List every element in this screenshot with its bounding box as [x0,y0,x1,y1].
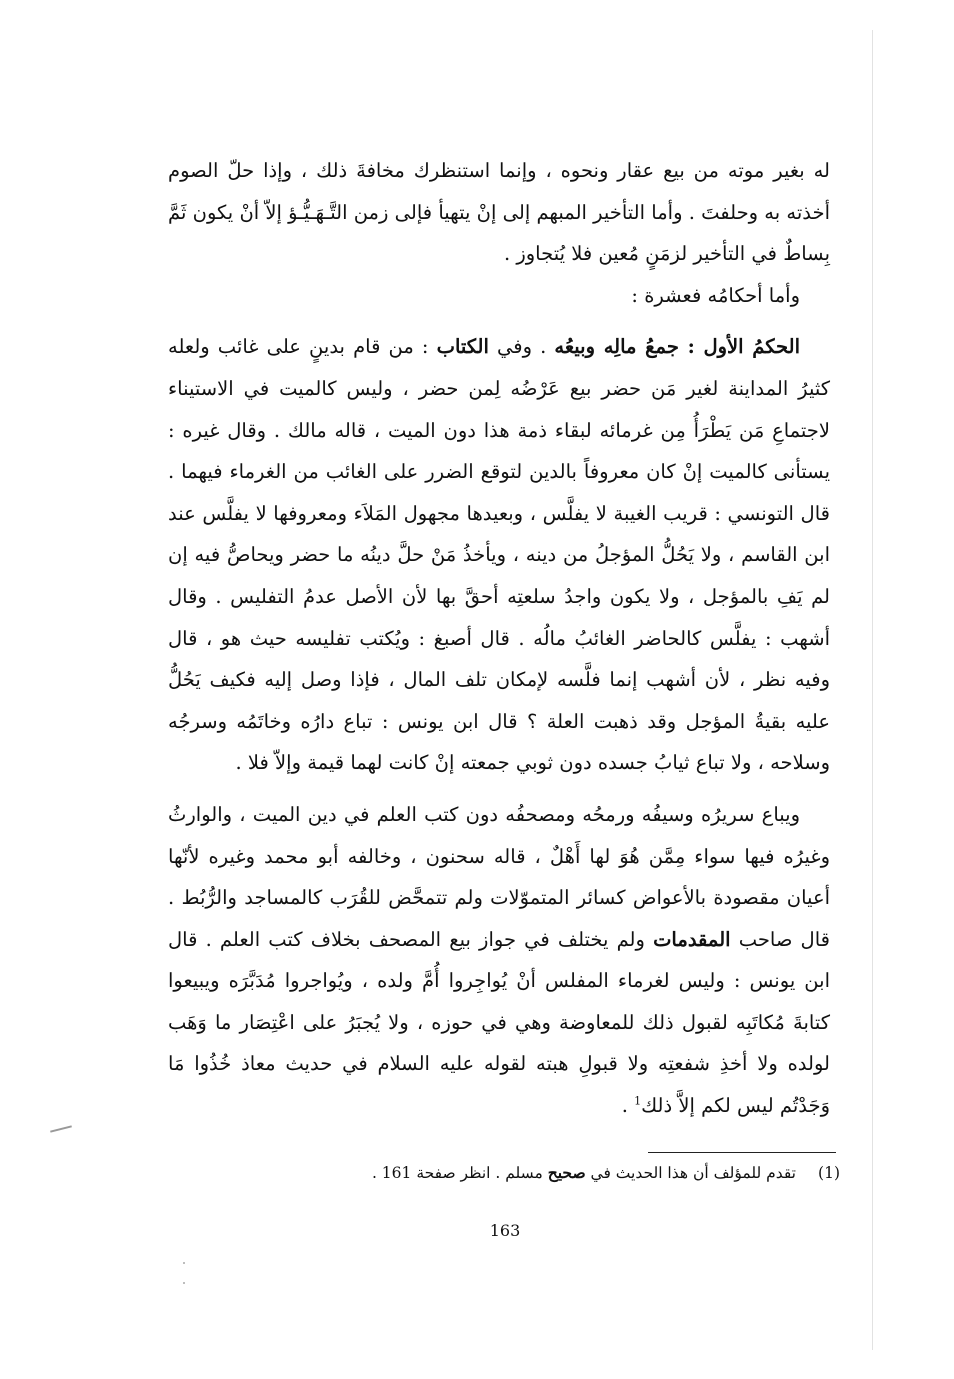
book-reference: الكتاب [436,335,489,359]
paragraph-4-text-b: ولم يختلف في جواز بيع المصحف بخلاف كتب العلم . قال ابن يونس : وليس لغرماء المفلس أنْ يُواجِروا أُمَّ ولده ، ويُواجروا مُدَبَّرَه ويبيعوا كتابةَ مُكاتَبِه لقبول ذلك للمعاوضة وهي في حوزه ، ولا يُجبَرُ على اعْتِصَار ما وَهَب لولده ولا أخذِ شفعتِه ولا قبولِ هبته لقوله عليه السلام في حديث معاذ خُذُوا مَا وَجَدْتُم ليس لكم إلاَّ ذلك [168,927,830,1118]
footnote-text-b: مسلم . انظر صفحة 161 . [371,1164,548,1182]
paragraph-3-text-a: . وفي [488,335,555,359]
paragraph-2 [168,275,830,317]
footnote-sahih: صحيح [547,1163,586,1182]
paragraph-4-text-a: ويباع سريرُه وسيفُه ورمحُه ومصحفُه دون كتب العلم في دين الميت ، والوارثُ وغيرُه فيها سواء مِمَّن هُوَ لها أَهْلٌ ، قاله سحنون ، وخالفه أبو محمد وغيره لأنّها أعيان مقصودة بالأعواض كسائر المتموّلات ولم تتمحَّض للقُرَب كالمساجد والرُّبُط . قال صاحب [168,802,830,951]
paragraph-2-text: وأما أحكامُه فعشرة : [631,283,800,307]
page-number: 163 [489,1221,521,1240]
scan-artifact-dot [183,1262,185,1264]
main-text-block [168,150,830,1127]
paragraph-1 [168,150,830,275]
paragraph-1-text: له بغير موته من بيع عقار ونحوه ، وإنما استنظرك مخافةَ ذلك ، وإذا حلّ الصوم أخذته به وحلفتَ . وأما التأخير المبهم إلى إنْ يتهيأ فإلى زمن التَّـهَـيُّـؤ إلاّ أنْ يكون ثَمَّ بِساطٌ في التأخير لزمَنٍ مُعين فلا يُتجاوز . [168,159,830,266]
footnote-marker: 1 [634,1094,642,1108]
ruling-heading: الحكمُ الأول : جمعُ مالِه وبيعُه [554,335,800,359]
page-edge-line [872,30,873,1350]
footnote [168,1160,840,1186]
footnote-text-a: تقدم للمؤلف أن هذا الحديث في [585,1164,796,1182]
muqaddimat-reference: المقدمات [653,927,731,951]
scan-artifact-mark [50,1125,72,1132]
scan-artifact-dot [183,1282,185,1284]
footnote-separator [648,1152,836,1153]
paragraph-4 [168,794,830,1127]
paragraph-3 [168,326,830,784]
paragraph-3-text-b: : من قام بدينٍ على غائب ولعله كثيرُ المداينة لغير مَن حضر بيع عَرْضُه لِمن حضر ، وليس كالميت في الاستيناء لاجتماعِ مَن يَطْرَأُ مِن غرمائه لبقاء ذمة هذا دون الميت ، قاله مالك . وقال غيره : يستأنى كالميت إنْ كان معروفاً بالدين لتوقع الضرر على الغائب من الغرماء فيهما . قال التونسي : قريب الغيبة لا يفلَّس ، وبعيدها مجهول المَلاَء ومعروفها لا يفلَّس عند ابن القاسم ، ولا يَحُلُّ المؤجلُ من دينه ، ويأخذُ مَنْ حلَّ دينُه ما حضر ويحاصُّ فيه إن لم يَفِ بالمؤجل ، ولا يكون واجدُ سلعتِه أحقَّ بها لأن الأصل عدمُ التفليس . وقال أشهب : يفلَّس كالحاضر الغائبُ مالُه . قال أصبغ : ويُكتب تفليسه حيث هو ، قال وفيه نظر ، لأن أشهب إنما فلَّسه لإمكان تلف المال ، فإذا وصل إليه فكيف يَحُلُّ عليه بقيةُ المؤجل وقد ذهبت العلة ؟ قال ابن يونس : تباع دارُه وخاتَمُه وسرجُه وسلاحه ، ولا تباع ثيابُ جسده دون ثوبي جمعته إنْ كانت لهما قيمة وإلاّ فلا . [168,335,830,775]
footnote-number: (1) [818,1164,840,1182]
paragraph-4-text-c: . [621,1094,635,1118]
